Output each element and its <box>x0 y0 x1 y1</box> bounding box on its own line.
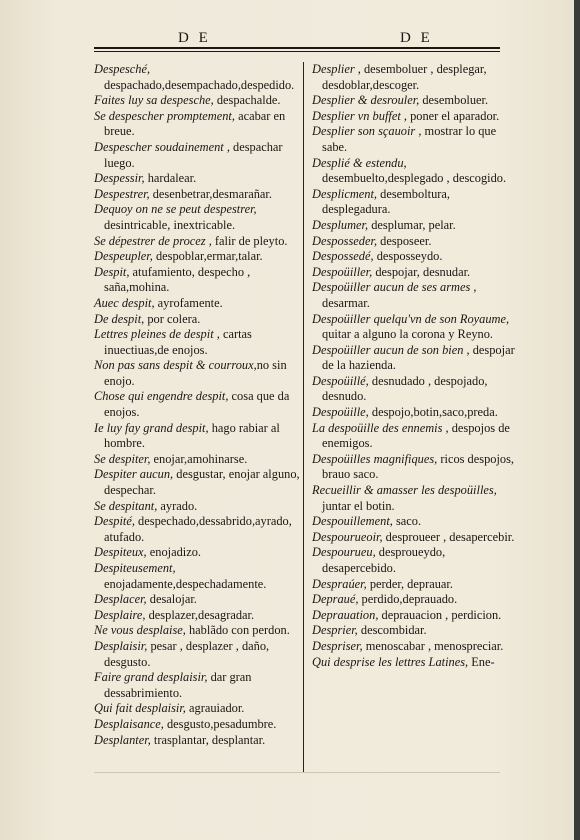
entry-definition: desgusto,pesadumbre. <box>163 716 277 731</box>
entry-headword: Qui fait desplaisir, <box>94 701 186 716</box>
entry-headword: Desplié & estendu, <box>312 155 407 170</box>
dictionary-entry <box>94 358 300 389</box>
dictionary-entry <box>312 421 520 452</box>
entry-headword: Dequoy on ne se peut despestrer, <box>94 202 257 217</box>
dictionary-entry <box>94 608 300 624</box>
entry-headword: Desplaisance, <box>94 716 164 731</box>
dictionary-entry <box>94 623 300 639</box>
entry-definition: descombidar. <box>357 623 427 638</box>
dictionary-entry <box>312 577 520 593</box>
entry-headword: Despestrer, <box>94 186 150 201</box>
dictionary-entry <box>94 452 300 468</box>
dictionary-entry <box>312 405 520 421</box>
entry-headword: Despesché, <box>94 62 151 76</box>
right-column <box>312 62 520 670</box>
dictionary-entry <box>94 140 300 171</box>
entry-definition: perder, deprauar. <box>366 576 453 591</box>
dictionary-entry <box>94 499 300 515</box>
entry-definition: desarmar. <box>322 295 370 310</box>
dictionary-entry <box>94 171 300 187</box>
entry-headword: Despoüille, <box>312 405 369 420</box>
entry-definition: desemboltura, desplegadura. <box>322 186 450 217</box>
dictionary-entry <box>94 187 300 203</box>
entry-definition: desproueydo, desapercebido. <box>322 545 446 575</box>
entry-definition: hardalear. <box>144 171 197 186</box>
dictionary-entry <box>94 312 300 328</box>
dictionary-entry <box>312 452 520 483</box>
entry-headword: Despescher soudainement , <box>94 139 230 154</box>
entry-headword: Se dépestrer de procez , <box>94 233 212 248</box>
entry-headword: Depraué, <box>312 592 359 607</box>
entry-definition: despoblar,ermar,talar. <box>152 249 263 264</box>
entry-headword: Ie luy fay grand despit, <box>94 420 209 435</box>
entry-definition: desplumar, pelar. <box>368 217 456 232</box>
dictionary-entry <box>312 62 520 93</box>
entry-definition: despechado,dessabrido,ayrado, atufado. <box>104 514 292 544</box>
entry-definition: no sin enojo. <box>104 358 287 388</box>
entry-definition: menoscabar , menospreciar. <box>362 638 504 653</box>
entry-definition: ricos despojos, brauo saco. <box>322 451 515 482</box>
entry-headword: Desplier & desrouler, <box>312 93 420 108</box>
entry-headword: Desplacer, <box>94 592 147 607</box>
entry-definition: desnudado , despojado, desnudo. <box>322 373 488 404</box>
entry-definition: hablãdo con perdon. <box>185 623 290 638</box>
dictionary-entry <box>312 265 520 281</box>
entry-definition: juntar el botin. <box>322 498 395 513</box>
entry-headword: Despraúer, <box>312 576 367 591</box>
entry-headword: Despit, <box>94 264 130 279</box>
entry-definition: desposeer. <box>377 233 432 248</box>
dictionary-entry <box>94 514 300 545</box>
dictionary-entry <box>312 109 520 125</box>
entry-headword: Faites luy sa despesche, <box>94 93 214 108</box>
entry-headword: Despiter aucun, <box>94 467 174 482</box>
entry-definition: despojar de la hazienda. <box>322 342 515 373</box>
column-divider <box>303 62 304 772</box>
entry-definition: despojo,botin,saco,preda. <box>368 405 498 420</box>
dictionary-entry <box>312 93 520 109</box>
entry-headword: Despité, <box>94 514 135 529</box>
entry-headword: Despessir, <box>94 171 145 186</box>
entry-headword: Despoüillé, <box>312 373 369 388</box>
dictionary-entry <box>94 701 300 717</box>
dictionary-entry <box>312 249 520 265</box>
entry-headword: Qui desprise les lettres Latines, <box>312 654 469 669</box>
entry-definition: cartas inuectiuas,de enojos. <box>104 327 252 357</box>
dictionary-entry <box>94 327 300 358</box>
dictionary-entry <box>94 109 300 140</box>
dictionary-entry <box>312 343 520 374</box>
entry-definition: acabar en breue. <box>104 108 286 139</box>
entry-definition: trasplantar, desplantar. <box>150 732 266 747</box>
dictionary-entry <box>312 187 520 218</box>
entry-definition: poner el aparador. <box>406 108 500 123</box>
dictionary-entry <box>94 733 300 749</box>
entry-definition: cosa que da enojos. <box>104 389 290 420</box>
entry-definition: saco. <box>392 514 422 529</box>
entry-definition: desgustar, enojar alguno, despechar. <box>104 467 300 498</box>
entry-definition: dar gran dessabrimiento. <box>104 670 252 700</box>
entry-definition: deprauacion , perdicion. <box>378 607 502 622</box>
entry-definition: despachar luego. <box>104 139 283 170</box>
dictionary-entry <box>94 296 300 312</box>
entry-headword: Desprier, <box>312 623 358 638</box>
entry-definition: ayrado. <box>157 498 198 513</box>
entry-definition: desposseydo. <box>373 249 443 264</box>
entry-headword: Non pas sans despit & courroux, <box>94 358 257 373</box>
entry-definition: desintricable, inextricable. <box>104 217 236 232</box>
entry-headword: Se despescher promptement, <box>94 108 235 123</box>
entry-headword: Se despitant, <box>94 498 158 513</box>
entry-headword: La despoüille des ennemis , <box>312 420 449 435</box>
entry-headword: Despeupler, <box>94 249 153 264</box>
entry-definition: agrauiador. <box>185 701 245 716</box>
entry-headword: Desplier vn buffet , <box>312 108 407 123</box>
entry-definition: despojar, desnudar. <box>372 264 471 279</box>
entry-definition: quitar a alguno la corona y Reyno. <box>322 327 494 342</box>
entry-headword: Desplaire, <box>94 607 146 622</box>
entry-definition: desemboluer , desplegar, desdoblar,descoger. <box>322 62 487 92</box>
dictionary-entry <box>312 156 520 187</box>
dictionary-entry <box>94 717 300 733</box>
dictionary-entry <box>94 421 300 452</box>
dictionary-entry <box>312 374 520 405</box>
entry-definition: despojos de enemigos. <box>322 420 510 451</box>
entry-definition: Ene- <box>468 654 495 669</box>
entry-headword: Desplicment, <box>312 186 378 201</box>
entry-definition: falir de pleyto. <box>211 233 288 248</box>
entry-definition: enojadamente,despechadamente. <box>104 576 267 591</box>
entry-headword: Despriser, <box>312 638 363 653</box>
entry-headword: Despoüiller aucun de son bien , <box>312 342 470 357</box>
entry-headword: Desplumer, <box>312 217 369 232</box>
entry-definition: pesar , desplazer , daño, desgusto. <box>104 638 270 669</box>
entry-definition: perdido,deprauado. <box>358 592 458 607</box>
running-head-right: D E <box>400 30 433 46</box>
entry-definition: enojadizo. <box>146 545 202 560</box>
page-bottom-edge <box>94 772 500 773</box>
dictionary-entry <box>94 639 300 670</box>
entry-headword: Despossedé, <box>312 249 374 264</box>
entry-definition: hago rabiar al hombre. <box>104 420 280 451</box>
dictionary-entry <box>312 483 520 514</box>
entry-definition: desalojar. <box>146 592 197 607</box>
entry-headword: Despoüiller, <box>312 264 373 279</box>
dictionary-entry <box>94 545 300 561</box>
entry-definition: ayrofamente. <box>154 295 223 310</box>
dictionary-entry <box>94 389 300 420</box>
entry-headword: Recueillir & amasser les despoüilles, <box>312 483 497 498</box>
dictionary-entry <box>312 124 520 155</box>
entry-headword: Despoüiller quelqu'vn de son Royaume, <box>312 311 510 326</box>
entry-headword: Ne vous desplaise, <box>94 623 186 638</box>
entry-definition: desproueer , desapercebir. <box>382 529 515 544</box>
dictionary-entry <box>312 234 520 250</box>
dictionary-entry <box>94 202 300 233</box>
dictionary-entry <box>94 561 300 592</box>
dictionary-entry <box>312 545 520 576</box>
entry-definition: mostrar lo que sabe. <box>322 124 497 154</box>
dictionary-entry <box>312 655 520 671</box>
dictionary-entry <box>312 514 520 530</box>
header-rule <box>94 47 500 49</box>
entry-headword: Despoüiller aucun de ses armes , <box>312 280 477 295</box>
dictionary-entry <box>312 530 520 546</box>
entry-definition: desemboluer. <box>419 93 489 108</box>
entry-headword: Desposseder, <box>312 233 378 248</box>
entry-definition: atufamiento, despecho , saña,mohina. <box>104 264 251 295</box>
entry-definition: despachado,desempachado,despedido. <box>104 77 295 92</box>
dictionary-entry <box>94 670 300 701</box>
dictionary-entry <box>94 62 300 93</box>
dictionary-entry <box>94 234 300 250</box>
entry-headword: Despourueoir, <box>312 529 383 544</box>
entry-headword: De despit, <box>94 311 145 326</box>
dictionary-entry <box>312 218 520 234</box>
entry-definition: despachalde. <box>213 93 281 108</box>
entry-headword: Despoüilles magnifiques, <box>312 451 438 466</box>
entry-headword: Lettres pleines de despit , <box>94 327 220 342</box>
entry-headword: Faire grand desplaisir, <box>94 670 208 685</box>
entry-definition: desplazer,desagradar. <box>145 607 255 622</box>
entry-headword: Desplaisir, <box>94 638 148 653</box>
entry-headword: Despourueu, <box>312 545 376 560</box>
dictionary-entry <box>312 623 520 639</box>
left-column <box>94 62 300 748</box>
entry-definition: por colera. <box>144 311 201 326</box>
dictionary-entry <box>312 608 520 624</box>
entry-headword: Desplier , <box>312 62 361 76</box>
header-rule-thin <box>94 51 500 52</box>
entry-headword: Desplanter, <box>94 732 151 747</box>
entry-headword: Chose qui engendre despit, <box>94 389 229 404</box>
entry-headword: Se despiter, <box>94 451 151 466</box>
entry-headword: Despouillement, <box>312 514 393 529</box>
dictionary-entry <box>94 265 300 296</box>
entry-definition: desembuelto,desplegado , descogido. <box>322 171 507 186</box>
entry-headword: Despiteusement, <box>94 561 176 575</box>
entry-headword: Auec despit, <box>94 295 155 310</box>
entry-headword: Despiteux, <box>94 545 147 560</box>
entry-headword: Deprauation, <box>312 607 379 622</box>
dictionary-entry <box>312 592 520 608</box>
dictionary-entry <box>312 639 520 655</box>
book-spine-edge <box>574 0 580 840</box>
entry-headword: Desplier son sçauoir , <box>312 124 422 139</box>
dictionary-entry <box>312 312 520 343</box>
entry-definition: enojar,amohinarse. <box>150 451 248 466</box>
entry-definition: desenbetrar,desmarañar. <box>149 186 272 201</box>
dictionary-entry <box>94 467 300 498</box>
dictionary-entry <box>94 249 300 265</box>
running-head-left: D E <box>178 30 211 46</box>
dictionary-entry <box>312 280 520 311</box>
dictionary-entry <box>94 592 300 608</box>
dictionary-entry <box>94 93 300 109</box>
